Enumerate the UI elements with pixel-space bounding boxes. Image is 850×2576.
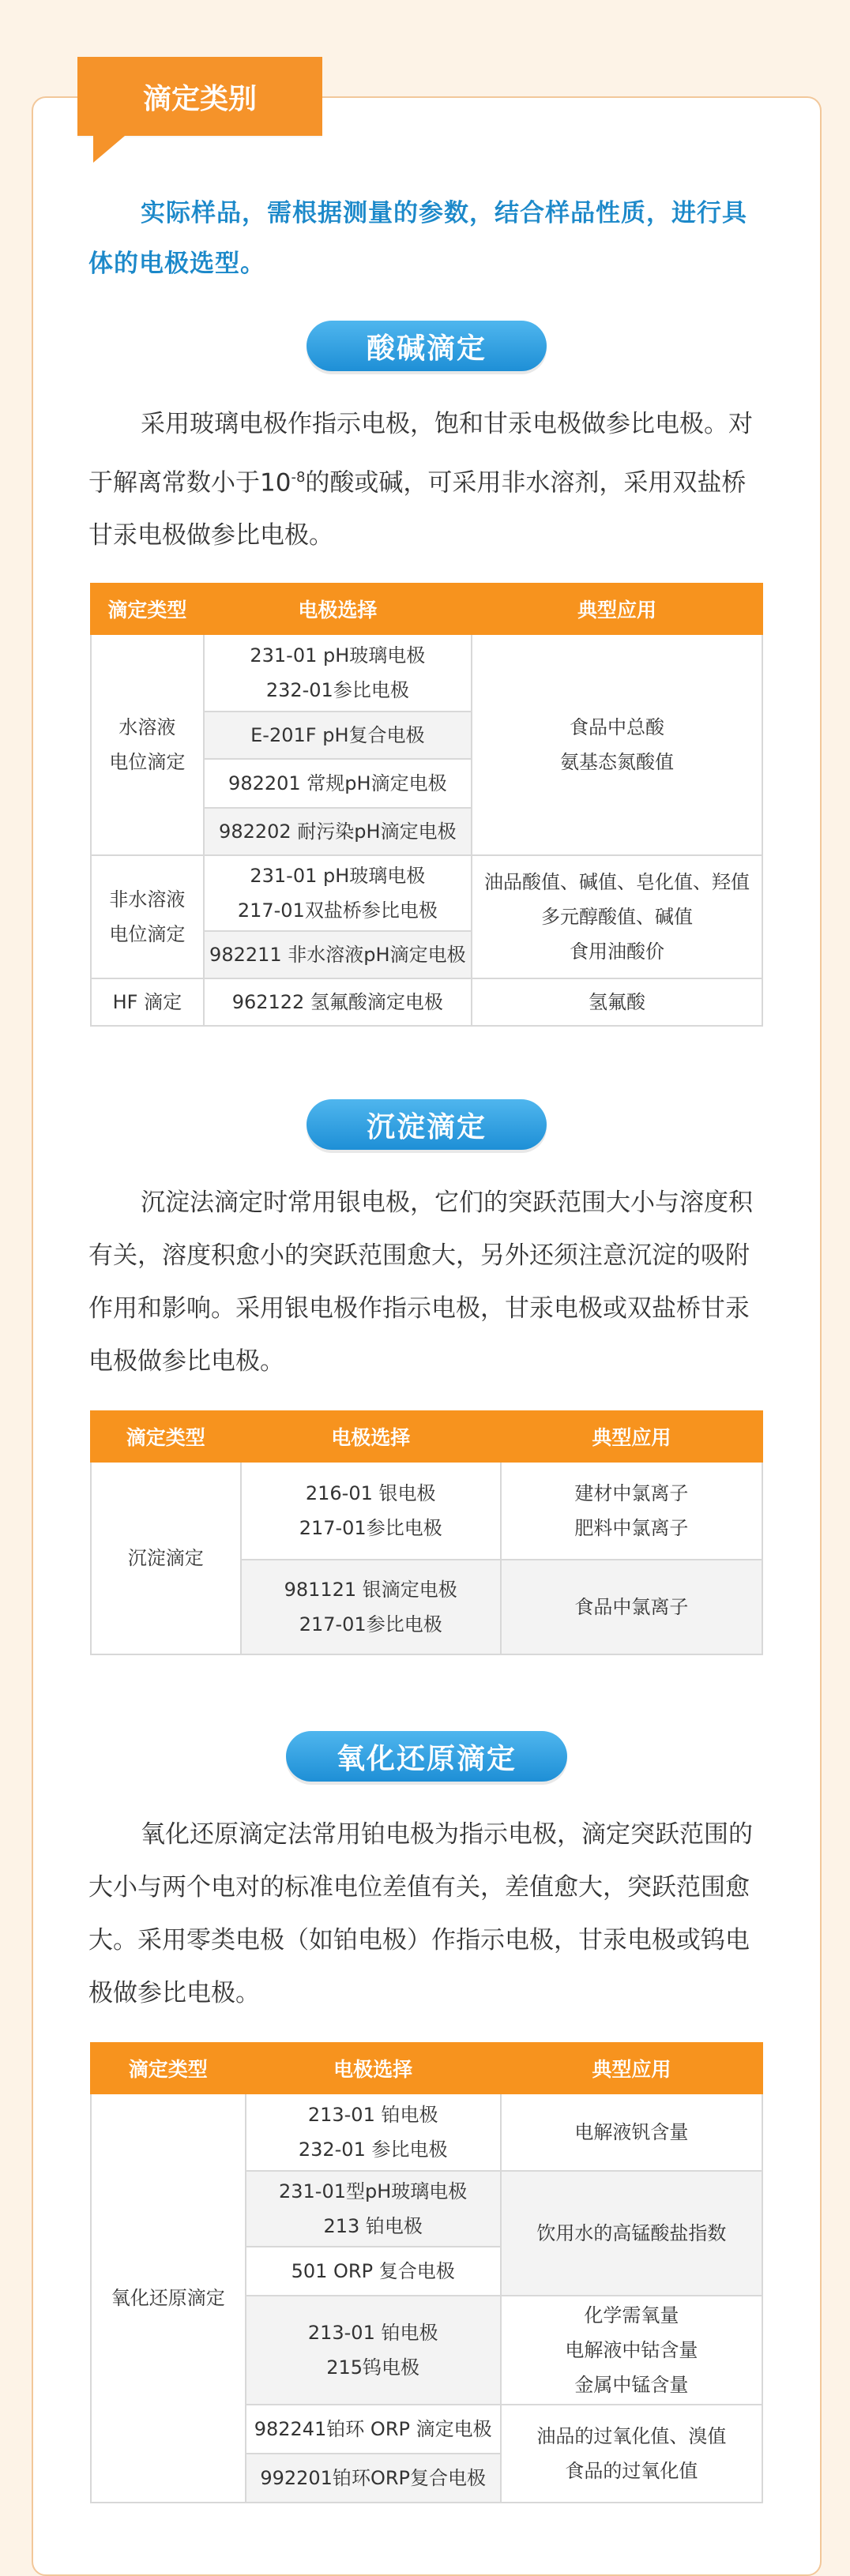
precip-table bbox=[90, 1410, 763, 1655]
table-row bbox=[91, 2093, 762, 2171]
redox-paragraph: 氧化还原滴定法常用铂电极为指示电极，滴定突跃范围的大小与两个电对的标准电位差值有关，差值愈大，突跃范围愈大。采用零类电极（如铂电极）作指示电极，甘汞电极或钨电极做参比电极。 bbox=[88, 1820, 753, 2007]
table-header-row bbox=[91, 1411, 762, 1462]
electrode-cell bbox=[241, 1560, 501, 1654]
precip-heading: 沉淀滴定 bbox=[307, 1099, 547, 1150]
col-header-type: 滴定类型 bbox=[91, 1411, 241, 1462]
col-header-type: 滴定类型 bbox=[91, 584, 204, 634]
electrode-cell bbox=[241, 1462, 501, 1560]
electrode-cell bbox=[204, 855, 472, 931]
precip-paragraph: 沉淀法滴定时常用银电极，它们的突跃范围大小与溶度积有关，溶度积愈小的突跃范围愈大，另外还须注意沉淀的吸附作用和影响。采用银电极作指示电极，甘汞电极或双盐桥甘汞电极做参比电极。 bbox=[88, 1188, 753, 1376]
application-line: 油品的过氧化值、溴值 bbox=[536, 2425, 727, 2447]
electrode-line: 215钨电极 bbox=[326, 2356, 420, 2379]
electrode-cell bbox=[246, 2171, 501, 2247]
section-title-tag bbox=[77, 57, 322, 136]
electrode-line: 232-01 参比电极 bbox=[298, 2139, 448, 2161]
table-row bbox=[91, 978, 762, 1026]
electrode-cell: E-201F pH复合电极 bbox=[204, 712, 472, 759]
application-line: 食品的过氧化值 bbox=[565, 2460, 698, 2482]
application-line: 油品酸值、碱值、皂化值、羟值 bbox=[483, 871, 750, 893]
acidbase-para-part1: 采用玻璃电极作指示电极，饱和甘汞电极做参比电极。对于解离常数小于10 bbox=[88, 410, 753, 498]
electrode-cell: 992201铂环ORP复合电极 bbox=[246, 2454, 501, 2503]
acidbase-para-part2: 的酸或碱，可采用非水溶剂，采用双盐桥甘汞电极做参比电极。 bbox=[88, 468, 747, 550]
col-header-type: 滴定类型 bbox=[91, 2043, 246, 2093]
electrode-cell bbox=[246, 2093, 501, 2171]
application-cell: 饮用水的高锰酸盐指数 bbox=[501, 2171, 762, 2296]
application-cell bbox=[501, 1462, 762, 1560]
application-line: 金属中锰含量 bbox=[574, 2374, 689, 2396]
type-cell bbox=[91, 634, 204, 855]
page-title: 滴定类别 bbox=[142, 82, 257, 115]
electrode-line: 231-01型pH玻璃电极 bbox=[279, 2180, 468, 2202]
type-line: 非水溶液 bbox=[109, 888, 186, 911]
type-cell: 氧化还原滴定 bbox=[91, 2093, 246, 2503]
electrode-cell bbox=[246, 2296, 501, 2405]
electrode-line: 217-01双盐桥参比电极 bbox=[237, 899, 438, 922]
acidbase-paragraph bbox=[88, 398, 768, 562]
electrode-cell: 501 ORP 复合电极 bbox=[246, 2247, 501, 2296]
type-cell: 沉淀滴定 bbox=[91, 1462, 241, 1654]
type-line: 电位滴定 bbox=[109, 751, 186, 773]
application-cell bbox=[472, 855, 762, 978]
electrode-line: 213 铂电极 bbox=[323, 2215, 423, 2237]
application-line: 肥料中氯离子 bbox=[574, 1517, 689, 1539]
type-cell bbox=[91, 855, 204, 978]
redox-table bbox=[90, 2042, 763, 2503]
electrode-line: 231-01 pH玻璃电极 bbox=[250, 644, 426, 667]
application-line: 建材中氯离子 bbox=[574, 1482, 689, 1504]
type-line: 水溶液 bbox=[118, 716, 176, 738]
type-cell: HF 滴定 bbox=[91, 978, 204, 1026]
electrode-line: 213-01 铂电极 bbox=[307, 2322, 438, 2344]
redox-heading: 氧化还原滴定 bbox=[286, 1731, 567, 1782]
application-line: 食用油酸价 bbox=[569, 941, 664, 963]
application-cell bbox=[472, 634, 762, 855]
application-line: 食品中总酸 bbox=[569, 716, 664, 738]
title-tag-tail bbox=[93, 136, 125, 163]
intro-text: 实际样品，需根据测量的参数，结合样品性质，进行具体的电极选型。 bbox=[88, 199, 747, 278]
electrode-cell: 982241铂环 ORP 滴定电极 bbox=[246, 2405, 501, 2454]
col-header-electrode: 电极选择 bbox=[246, 2043, 501, 2093]
application-cell: 氢氟酸 bbox=[472, 978, 762, 1026]
electrode-cell bbox=[204, 634, 472, 712]
col-header-application: 典型应用 bbox=[501, 2043, 762, 2093]
application-line: 电解液中钴含量 bbox=[565, 2339, 698, 2361]
table-header-row bbox=[91, 584, 762, 634]
electrode-line: 232-01参比电极 bbox=[265, 679, 409, 701]
type-line: 电位滴定 bbox=[109, 923, 186, 945]
electrode-line: 231-01 pH玻璃电极 bbox=[250, 865, 426, 887]
col-header-application: 典型应用 bbox=[472, 584, 762, 634]
electrode-cell: 982211 非水溶液pH滴定电极 bbox=[204, 931, 472, 978]
electrode-cell: 982201 常规pH滴定电极 bbox=[204, 759, 472, 808]
application-cell bbox=[501, 2405, 762, 2503]
electrode-cell: 962122 氢氟酸滴定电极 bbox=[204, 978, 472, 1026]
electrode-line: 217-01参比电极 bbox=[299, 1517, 442, 1539]
application-line: 多元醇酸值、碱值 bbox=[540, 906, 693, 928]
table-row bbox=[91, 855, 762, 931]
application-cell: 食品中氯离子 bbox=[501, 1560, 762, 1654]
acidbase-table bbox=[90, 583, 763, 1027]
application-cell bbox=[501, 2296, 762, 2405]
application-cell: 电解液钒含量 bbox=[501, 2093, 762, 2171]
acidbase-para-sup: -8 bbox=[291, 469, 306, 486]
table-header-row bbox=[91, 2043, 762, 2093]
electrode-line: 213-01 铂电极 bbox=[307, 2104, 438, 2126]
application-line: 化学需氧量 bbox=[584, 2304, 679, 2326]
col-header-electrode: 电极选择 bbox=[241, 1411, 501, 1462]
electrode-cell: 982202 耐污染pH滴定电极 bbox=[204, 808, 472, 855]
application-line: 氨基态氮酸值 bbox=[559, 751, 674, 773]
electrode-line: 217-01参比电极 bbox=[299, 1613, 442, 1635]
col-header-application: 典型应用 bbox=[501, 1411, 762, 1462]
electrode-line: 216-01 银电极 bbox=[305, 1482, 436, 1504]
table-row bbox=[91, 1462, 762, 1560]
electrode-line: 981121 银滴定电极 bbox=[284, 1579, 457, 1601]
acidbase-heading: 酸碱滴定 bbox=[307, 321, 547, 371]
col-header-electrode: 电极选择 bbox=[204, 584, 472, 634]
table-row bbox=[91, 634, 762, 712]
